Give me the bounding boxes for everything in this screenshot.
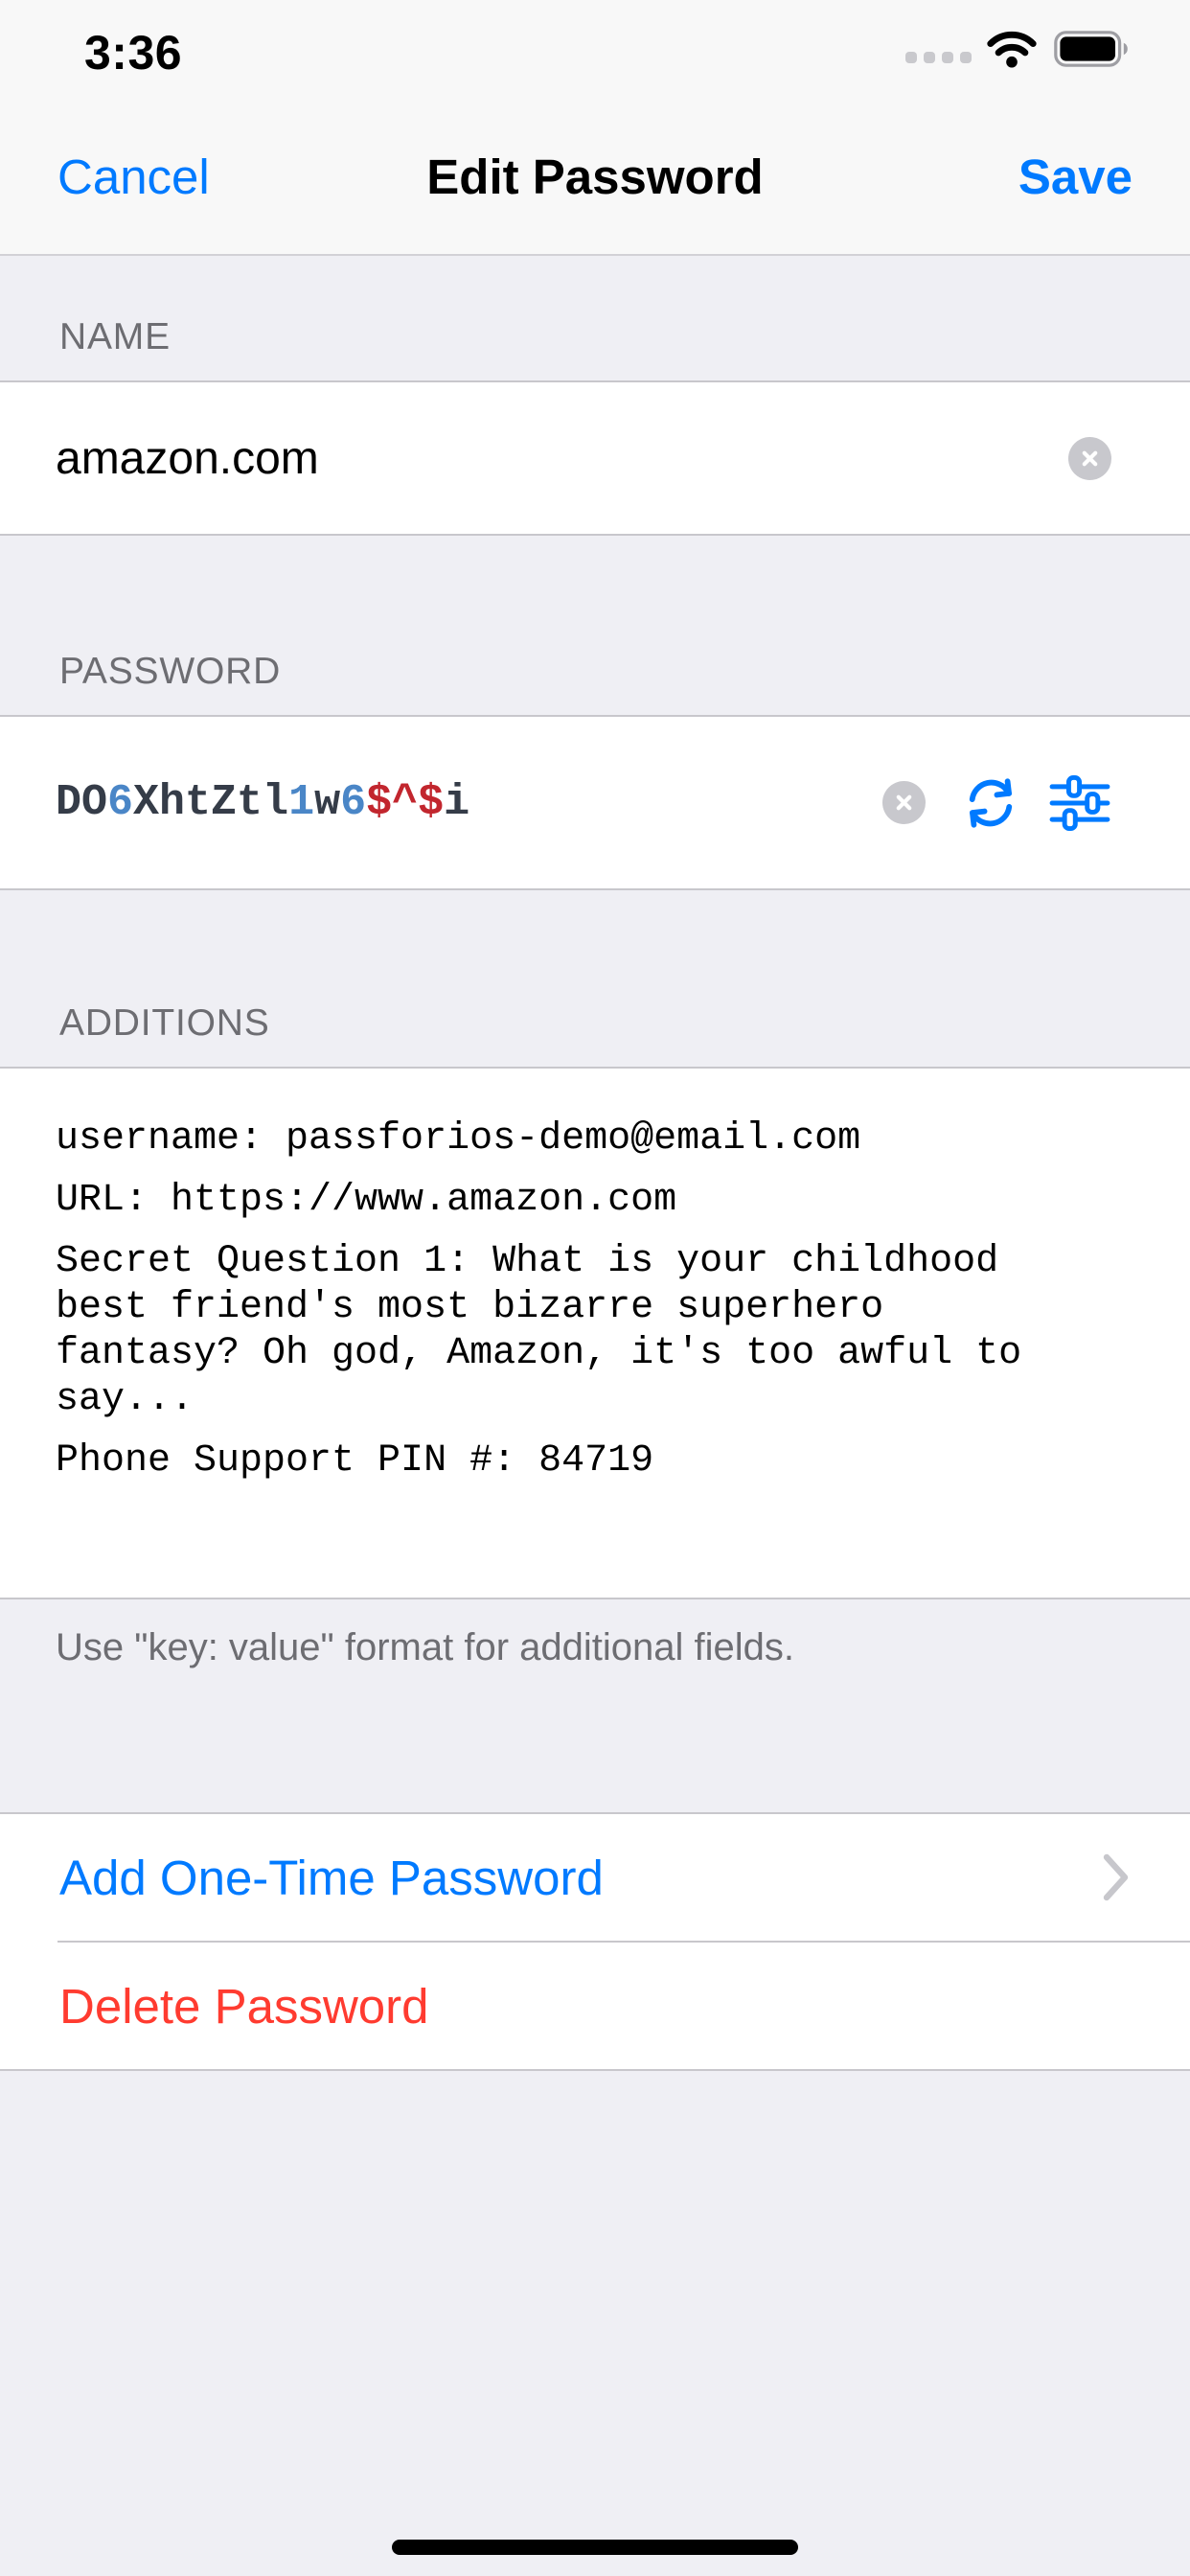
additions-section-header bbox=[0, 890, 1190, 1067]
name-section-header bbox=[0, 256, 1190, 380]
password-input[interactable]: DO6XhtZtl1w6$^$i bbox=[56, 778, 470, 827]
clear-x-icon bbox=[1079, 448, 1101, 470]
generate-password-button[interactable] bbox=[962, 774, 1019, 832]
add-otp-row[interactable] bbox=[0, 1814, 1190, 1941]
name-input[interactable]: amazon.com bbox=[56, 432, 319, 484]
home-indicator[interactable] bbox=[392, 2540, 798, 2555]
save-button[interactable]: Save bbox=[1018, 150, 1133, 204]
chevron-right-icon bbox=[1102, 1852, 1131, 1902]
delete-password-label: Delete Password bbox=[59, 1978, 429, 2034]
bottom-area bbox=[0, 2071, 1190, 2576]
clear-x-icon bbox=[893, 792, 915, 814]
additions-hint-text: Use "key: value" format for additional fields. bbox=[56, 1626, 794, 1668]
delete-password-row[interactable] bbox=[0, 1943, 1190, 2069]
password-section-header bbox=[0, 536, 1190, 715]
name-section-label: NAME bbox=[59, 316, 171, 357]
password-length-settings-button[interactable] bbox=[1048, 774, 1111, 832]
action-group bbox=[0, 1812, 1190, 2071]
additions-section-label: ADDITIONS bbox=[59, 1002, 270, 1044]
password-section-label: PASSWORD bbox=[59, 651, 282, 692]
additions-hint-section bbox=[0, 1599, 1190, 1812]
page-title: Edit Password bbox=[426, 150, 764, 204]
status-icons bbox=[905, 0, 1131, 98]
additions-input[interactable]: username: passforios-demo@email.com URL: https://www.amazon.com Secret Question 1: What is your childhood best friend's most bizarre superhero fantasy? Oh god, Amazon, it's too awful to say... Phone Support PIN #: 84719 bbox=[0, 1067, 1190, 1599]
cancel-button[interactable]: Cancel bbox=[57, 150, 210, 204]
clear-name-button[interactable] bbox=[1068, 437, 1111, 480]
password-buttons bbox=[882, 774, 1111, 832]
password-field-row bbox=[0, 715, 1190, 890]
battery-icon bbox=[1054, 31, 1131, 67]
cellular-signal-icon bbox=[905, 52, 972, 63]
top-bar bbox=[0, 0, 1190, 256]
name-field-row bbox=[0, 380, 1190, 536]
status-time: 3:36 bbox=[84, 26, 183, 80]
status-bar bbox=[0, 0, 1190, 98]
navigation-bar bbox=[0, 98, 1190, 256]
wifi-icon bbox=[986, 29, 1038, 69]
clear-password-button[interactable] bbox=[882, 781, 926, 824]
add-otp-label: Add One-Time Password bbox=[59, 1850, 604, 1905]
